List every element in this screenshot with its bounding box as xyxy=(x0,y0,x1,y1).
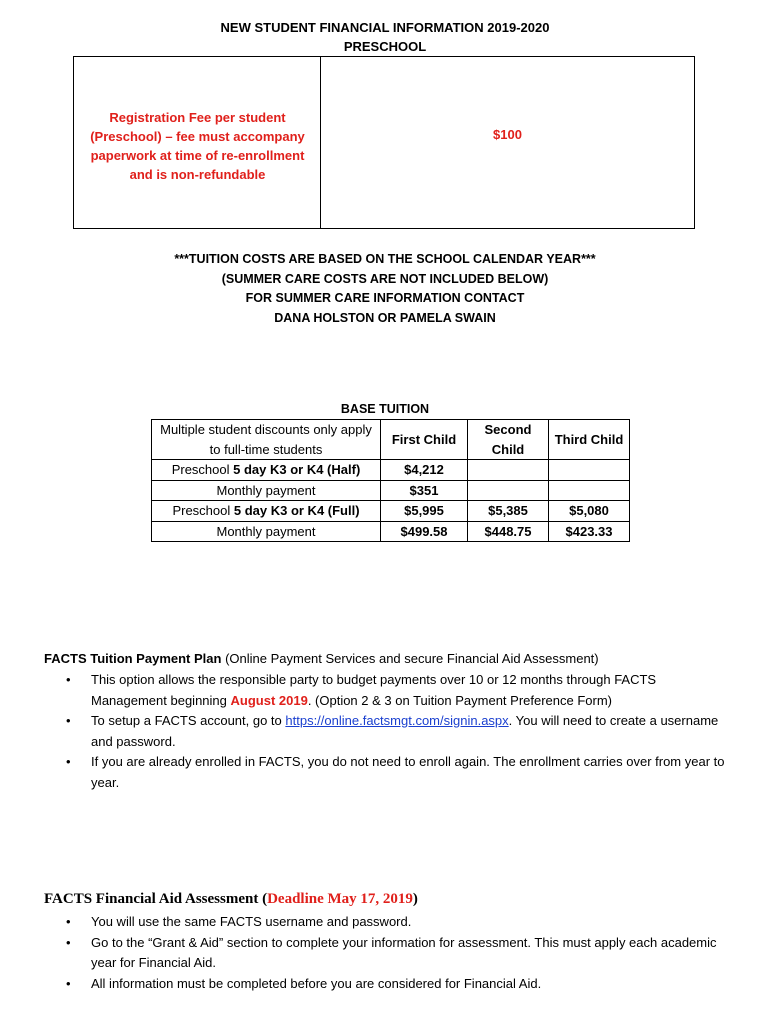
header-third-child: Third Child xyxy=(549,420,630,460)
row-second-cell: $5,385 xyxy=(468,501,549,522)
table-row xyxy=(152,480,630,501)
registration-fee-label-cell xyxy=(74,57,321,228)
row-desc-prefix: Preschool xyxy=(171,462,234,477)
base-tuition-table xyxy=(151,419,630,542)
bullet-text: All information must be completed before you are considered for Financial Aid. xyxy=(91,975,542,991)
facts-aid-title: FACTS Financial Aid Assessment ( xyxy=(44,891,268,907)
bullet-text: This option allows the responsible party to budget payments over 10 or 12 months through FACTS Management beginning xyxy=(91,672,657,708)
row-first-cell: $4,212 xyxy=(381,460,468,481)
tuition-notice xyxy=(0,250,770,328)
august-2019-highlight: August 2019 xyxy=(230,692,308,708)
registration-fee-amount: $100 xyxy=(493,127,522,142)
bullet-text: . (Option 2 & 3 on Tuition Payment Preference Form) xyxy=(307,692,613,708)
bullet-icon: • xyxy=(66,754,71,769)
list-item xyxy=(64,912,734,933)
header-second-child: Second Child xyxy=(468,420,549,460)
row-desc-cell: Monthly payment xyxy=(152,521,381,542)
bullet-icon: • xyxy=(66,914,71,929)
bullet-icon: • xyxy=(66,672,71,687)
table-row xyxy=(152,521,630,542)
facts-plan-subtitle: (Online Payment Services and secure Financial Aid Assessment) xyxy=(221,651,599,666)
bullet-text: If you are already enrolled in FACTS, you do not need to enroll again. The enrollment carries over from year to year. xyxy=(91,754,725,790)
list-item xyxy=(64,974,734,995)
row-desc-bold: 5 day K3 or K4 (Half) xyxy=(233,462,361,477)
table-row xyxy=(152,460,630,481)
table-header-row xyxy=(152,420,630,460)
notice-line-4: DANA HOLSTON OR PAMELA SWAIN xyxy=(274,310,496,325)
facts-aid-heading xyxy=(44,891,418,908)
row-desc-cell xyxy=(152,501,381,522)
facts-aid-deadline: Deadline May 17, 2019 xyxy=(267,891,413,907)
page-title: NEW STUDENT FINANCIAL INFORMATION 2019-2020 xyxy=(220,20,550,35)
bullet-icon: • xyxy=(66,934,71,950)
row-second-cell xyxy=(468,460,549,481)
facts-signin-link[interactable]: https://online.factsmgt.com/signin.aspx xyxy=(285,713,509,728)
table-row xyxy=(152,501,630,522)
row-first-cell: $5,995 xyxy=(381,501,468,522)
row-third-cell: $5,080 xyxy=(549,501,630,522)
base-tuition-title: BASE TUITION xyxy=(340,402,430,416)
bullet-text: You will use the same FACTS username and password. xyxy=(91,914,412,929)
facts-aid-list xyxy=(64,912,734,994)
list-item xyxy=(64,670,734,711)
row-third-cell xyxy=(549,480,630,501)
row-desc-cell: Monthly payment xyxy=(152,480,381,501)
list-item xyxy=(64,711,734,752)
registration-fee-box xyxy=(73,56,695,229)
row-third-cell: $423.33 xyxy=(549,521,630,542)
bullet-icon: • xyxy=(66,975,71,991)
header-desc-cell: Multiple student discounts only apply to full-time students xyxy=(152,420,381,460)
row-desc-prefix: Preschool xyxy=(172,503,234,518)
registration-fee-label: Registration Fee per student (Preschool) – fee must accompany paperwork at time of re-enrollment and is non-refundable xyxy=(90,110,305,182)
row-desc-bold: 5 day K3 or K4 (Full) xyxy=(233,503,360,518)
facts-plan-title: FACTS Tuition Payment Plan xyxy=(44,651,222,666)
row-second-cell xyxy=(468,480,549,501)
bullet-text: . You will need to create a username and password. xyxy=(91,713,719,749)
notice-line-3: FOR SUMMER CARE INFORMATION CONTACT xyxy=(245,291,525,305)
facts-aid-close: ) xyxy=(412,891,418,907)
header-first-child: First Child xyxy=(381,420,468,460)
row-second-cell: $448.75 xyxy=(468,521,549,542)
facts-plan-heading xyxy=(44,651,599,666)
bullet-text: To setup a FACTS account, go to xyxy=(91,713,286,728)
notice-line-2: (SUMMER CARE COSTS ARE NOT INCLUDED BELOW) xyxy=(221,271,549,286)
bullet-icon: • xyxy=(66,713,71,728)
row-desc-cell xyxy=(152,460,381,481)
list-item xyxy=(64,933,734,974)
bullet-text: Go to the “Grant & Aid” section to complete your information for assessment. This must apply each academic year for Financial Aid. xyxy=(91,934,717,970)
row-first-cell: $351 xyxy=(381,480,468,501)
list-item xyxy=(64,752,734,793)
row-third-cell xyxy=(549,460,630,481)
row-first-cell: $499.58 xyxy=(381,521,468,542)
facts-plan-list xyxy=(64,670,734,793)
page-subtitle: PRESCHOOL xyxy=(343,39,427,54)
notice-line-1: ***TUITION COSTS ARE BASED ON THE SCHOOL CALENDAR YEAR*** xyxy=(174,252,596,266)
